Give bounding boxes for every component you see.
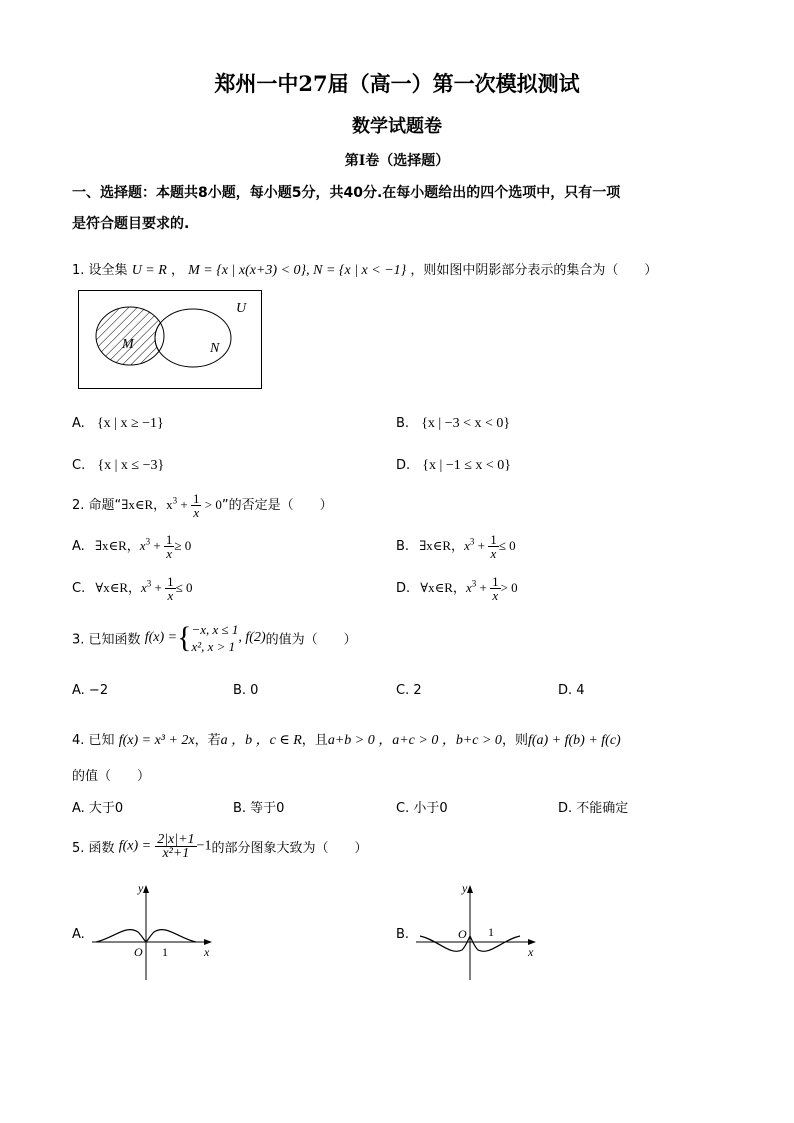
section-instructions-1: 一、选择题：本题共8小题，每小题5分，共40分.在每小题给出的四个选项中，只有一项 — [72, 185, 621, 201]
exam-subtitle: 数学试题卷 — [352, 116, 442, 137]
q3-option-c[interactable]: C. 2 — [396, 683, 422, 698]
q5-graph-a[interactable] — [88, 880, 218, 984]
svg-text:x: x — [204, 945, 210, 959]
question-3: 3. 已知函数 f(x) ={ −x, x ≤ 1 x², x > 1 , f(2)的值为（ ） — [72, 621, 357, 654]
svg-text:x: x — [528, 945, 534, 959]
volume-label: 第I卷（选择题） — [344, 153, 450, 169]
q5-option-b-label[interactable]: B. — [396, 927, 410, 942]
svg-text:1: 1 — [488, 925, 494, 939]
q2-option-a[interactable]: A. ∃x∈R，$x^3$ + $\frac{1}{x}$ ≥ 0 — [72, 532, 192, 561]
q1-option-a[interactable]: A. {x | x ≥ −1} — [72, 416, 164, 431]
q5-option-a-label[interactable]: A. — [72, 927, 85, 942]
svg-text:y: y — [462, 881, 468, 895]
q1-sets: M = {x | x(x+3) < 0}, N = {x | x < −1} — [188, 263, 407, 278]
venn-diagram — [78, 290, 262, 390]
question-1: 1. 设全集 U = R ， M = {x | x(x+3) < 0}, N = {x | x < −1} ，则如图中阴影部分表示的集合为（ ） — [72, 263, 658, 278]
q4-option-a[interactable]: A. 大于0 — [72, 801, 124, 816]
question-5: 5. 函数 f(x) = $\frac{2|x|+1}{\text{x²+1}}$ −1的部分图象大致为（ ） — [72, 832, 368, 861]
section-instructions-2: 是符合题目要求的. — [72, 216, 190, 232]
exam-title: 郑州一中27届（高一）第一次模拟测试 — [214, 71, 580, 96]
svg-text:O: O — [134, 945, 143, 959]
q4-option-c[interactable]: C. 小于0 — [396, 801, 448, 816]
set-n-outline — [155, 309, 231, 367]
svg-text:1: 1 — [162, 945, 168, 959]
q1-universe: U = R — [131, 263, 167, 278]
q4-line2: 的值（ ） — [72, 769, 151, 784]
q1-number: 1. 设全集 — [72, 263, 128, 278]
q2-option-b[interactable]: B. ∃x∈R，$x^3$ + $\frac{1}{x}$ ≤ 0 — [396, 532, 516, 561]
venn-label-m: M — [122, 337, 134, 352]
q4-option-b[interactable]: B. 等于0 — [233, 801, 285, 816]
venn-label-u: U — [236, 301, 247, 316]
question-4: 4. 已知 f(x) = x³ + 2x，若a ，b ，c ∈ R，且a+b > 0 ，a+c > 0 ，b+c > 0，则f(a) + f(b) + f(c) — [72, 733, 621, 748]
q3-option-a[interactable]: A. −2 — [72, 683, 109, 698]
question-2: 2. 命题“∃x∈R，$x^3$ + $\frac{1}{x}$ > 0”的否定是（ ） — [72, 491, 333, 520]
q3-option-d[interactable]: D. 4 — [558, 683, 585, 698]
q2-option-c[interactable]: C. ∀x∈R，$x^3$ + $\frac{1}{x}$ ≤ 0 — [72, 574, 193, 603]
q1-option-d[interactable]: D. {x | −1 ≤ x < 0} — [396, 458, 512, 473]
svg-text:y: y — [138, 881, 144, 895]
q3-option-b[interactable]: B. 0 — [233, 683, 259, 698]
q2-option-d[interactable]: D. ∀x∈R，$x^3$ + $\frac{1}{x}$ > 0 — [396, 574, 518, 603]
q5-graph-b[interactable] — [412, 880, 542, 984]
q1-option-c[interactable]: C. {x | x ≤ −3} — [72, 458, 165, 473]
venn-label-n: N — [210, 341, 220, 356]
q1-tail: ，则如图中阴影部分表示的集合为（ ） — [410, 263, 658, 278]
q4-option-d[interactable]: D. 不能确定 — [558, 801, 629, 816]
q1-option-b[interactable]: B. {x | −3 < x < 0} — [396, 416, 511, 431]
svg-text:O: O — [458, 927, 467, 941]
